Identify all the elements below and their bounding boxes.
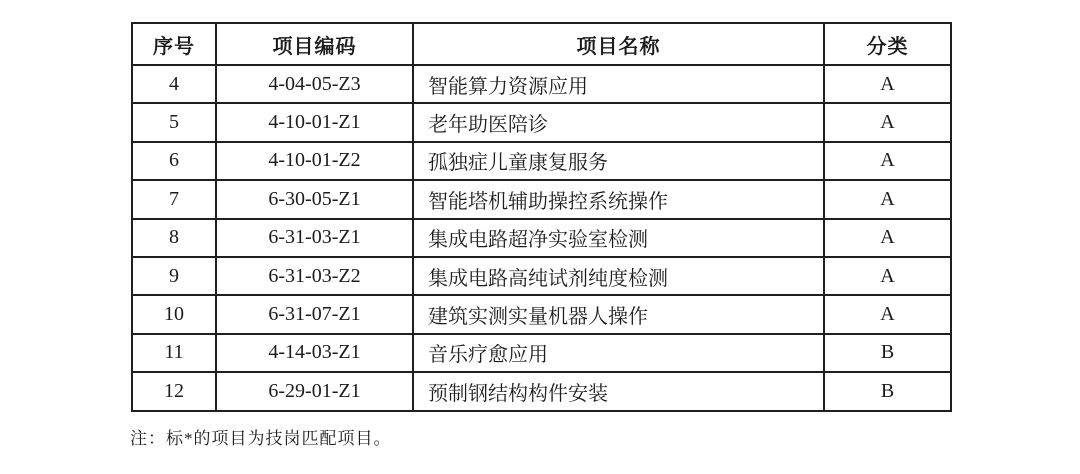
header-name: 项目名称 bbox=[413, 23, 824, 65]
cell-name: 集成电路超净实验室检测 bbox=[413, 219, 824, 257]
table-row bbox=[132, 65, 951, 103]
cell-index: 5 bbox=[132, 103, 216, 141]
cell-category: A bbox=[824, 180, 951, 218]
cell-code: 6-31-03-Z2 bbox=[216, 257, 413, 295]
cell-name: 智能算力资源应用 bbox=[413, 65, 824, 103]
cell-code: 4-04-05-Z3 bbox=[216, 65, 413, 103]
cell-category: B bbox=[824, 372, 951, 410]
header-category: 分类 bbox=[824, 23, 951, 65]
cell-category: A bbox=[824, 103, 951, 141]
cell-name: 建筑实测实量机器人操作 bbox=[413, 295, 824, 333]
cell-index: 4 bbox=[132, 65, 216, 103]
cell-category: A bbox=[824, 219, 951, 257]
cell-category: A bbox=[824, 142, 951, 180]
cell-category: A bbox=[824, 295, 951, 333]
cell-index: 11 bbox=[132, 334, 216, 372]
cell-code: 4-10-01-Z1 bbox=[216, 103, 413, 141]
cell-code: 6-31-07-Z1 bbox=[216, 295, 413, 333]
table-row bbox=[132, 103, 951, 141]
cell-code: 6-30-05-Z1 bbox=[216, 180, 413, 218]
table-row bbox=[132, 142, 951, 180]
cell-code: 4-14-03-Z1 bbox=[216, 334, 413, 372]
cell-index: 6 bbox=[132, 142, 216, 180]
table-row bbox=[132, 219, 951, 257]
table-row bbox=[132, 295, 951, 333]
cell-category: A bbox=[824, 65, 951, 103]
cell-name: 预制钢结构构件安装 bbox=[413, 372, 824, 410]
table-header-row bbox=[132, 23, 951, 65]
cell-category: B bbox=[824, 334, 951, 372]
table-row bbox=[132, 180, 951, 218]
header-code: 项目编码 bbox=[216, 23, 413, 65]
cell-code: 6-29-01-Z1 bbox=[216, 372, 413, 410]
cell-category: A bbox=[824, 257, 951, 295]
projects-table bbox=[131, 22, 952, 412]
table-row bbox=[132, 334, 951, 372]
cell-code: 6-31-03-Z1 bbox=[216, 219, 413, 257]
cell-code: 4-10-01-Z2 bbox=[216, 142, 413, 180]
cell-index: 7 bbox=[132, 180, 216, 218]
cell-index: 10 bbox=[132, 295, 216, 333]
table-row bbox=[132, 372, 951, 410]
cell-name: 集成电路高纯试剂纯度检测 bbox=[413, 257, 824, 295]
cell-index: 12 bbox=[132, 372, 216, 410]
table-row bbox=[132, 257, 951, 295]
cell-index: 8 bbox=[132, 219, 216, 257]
cell-name: 音乐疗愈应用 bbox=[413, 334, 824, 372]
cell-name: 老年助医陪诊 bbox=[413, 103, 824, 141]
header-index: 序号 bbox=[132, 23, 216, 65]
cell-index: 9 bbox=[132, 257, 216, 295]
cell-name: 智能塔机辅助操控系统操作 bbox=[413, 180, 824, 218]
footnote: 注：标*的项目为技岗匹配项目。 bbox=[130, 429, 392, 448]
cell-name: 孤独症儿童康复服务 bbox=[413, 142, 824, 180]
